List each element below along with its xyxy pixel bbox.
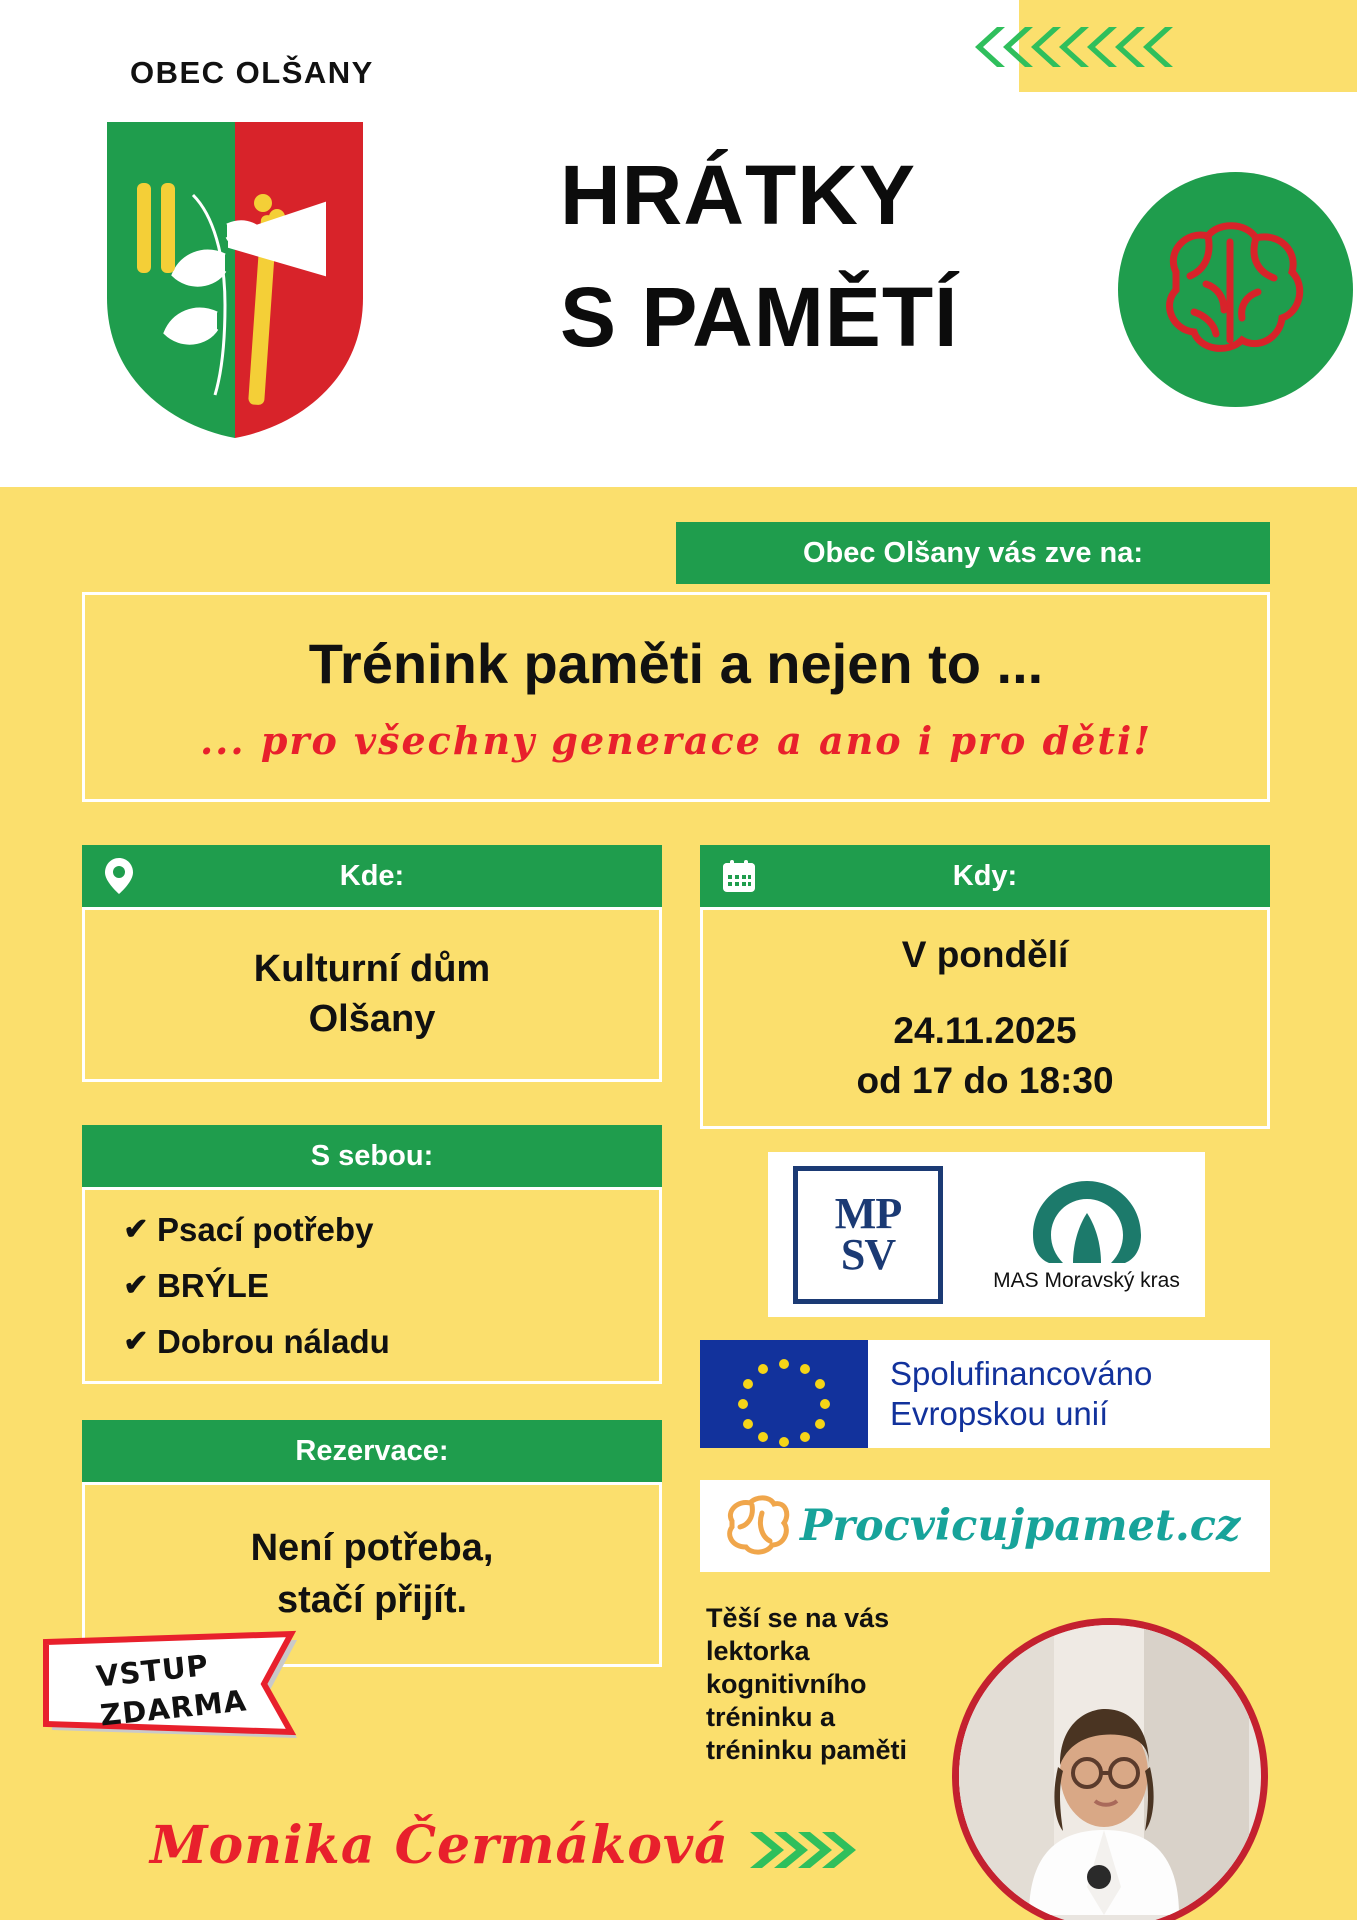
headline: Trénink paměti a nejen to ...: [308, 632, 1044, 695]
kdy-line-2: 24.11.2025: [893, 1010, 1077, 1052]
section-header-kdy: [700, 845, 1270, 907]
check-icon: ✔: [123, 1325, 149, 1358]
kde-line-1: Kulturní dům: [253, 948, 491, 991]
mpsv-logo: [768, 1152, 968, 1317]
rezervace-line-1: Není potřeba,: [250, 1527, 494, 1570]
location-pin-icon: [104, 857, 134, 895]
section-label-kdy: Kdy:: [952, 859, 1018, 892]
lecturer-photo: [952, 1618, 1268, 1920]
check-icon: ✔: [123, 1269, 149, 1302]
sebou-item-1: Psací potřeby: [157, 1210, 374, 1248]
section-label-kde: Kde:: [339, 859, 405, 892]
list-item: [115, 1267, 269, 1305]
section-header-rezervace: [82, 1420, 662, 1482]
brain-icon: [1146, 212, 1326, 372]
free-entry-text: [94, 1643, 249, 1736]
chevrons-top-icon: [975, 22, 1175, 77]
stamp-line-1: VSTUP: [94, 1648, 211, 1694]
list-item: [115, 1323, 390, 1361]
section-header-sebou: [82, 1125, 662, 1187]
brain-badge: [1118, 172, 1353, 407]
brain-orange-icon: [718, 1495, 790, 1557]
list-item: [115, 1211, 373, 1249]
coat-of-arms: [85, 105, 385, 455]
stamp-line-2: ZDARMA: [98, 1683, 249, 1733]
section-label-rezervace: Rezervace:: [295, 1434, 449, 1467]
rezervace-line-2: stačí přijít.: [276, 1578, 468, 1621]
section-body-kdy: [700, 907, 1270, 1129]
mas-logo: [968, 1152, 1205, 1317]
chevrons-bottom-icon: [750, 1828, 860, 1877]
logo-row-partners: [768, 1152, 1205, 1317]
section-body-kde: [82, 907, 662, 1082]
mas-mark-icon: [1027, 1177, 1147, 1265]
eu-line-2: Evropskou unií: [890, 1395, 1109, 1432]
title-line-2: S PAMĚTÍ: [560, 269, 959, 364]
kdy-line-3: od 17 do 18:30: [856, 1059, 1114, 1101]
kdy-line-1: V pondělí: [901, 934, 1069, 976]
headline-box: [82, 592, 1270, 802]
subheadline: ... pro všechny generace a ano i pro děti!: [199, 718, 1153, 763]
lecturer-note: Těší se na vás lektorka kognitivního tréninku a tréninku paměti: [706, 1603, 908, 1765]
eu-flag-icon: [700, 1340, 868, 1448]
lecturer-signature: Monika Čermáková: [150, 1815, 729, 1876]
mpsv-line-2: SV: [840, 1229, 896, 1279]
section-label-sebou: S sebou:: [310, 1139, 434, 1172]
sebou-item-3: Dobrou náladu: [157, 1322, 390, 1360]
eu-line-1: Spolufinancováno: [890, 1355, 1153, 1393]
section-body-sebou: [82, 1187, 662, 1384]
eu-funding-logo: [700, 1340, 1270, 1448]
kde-line-2: Olšany: [308, 997, 436, 1040]
procvicujpamet-logo: [700, 1480, 1270, 1572]
procvicujpamet-text: Procvicujpamet.cz: [800, 1501, 1241, 1551]
calendar-icon: [722, 859, 756, 893]
mpsv-line-1: MP: [834, 1189, 902, 1239]
check-icon: ✔: [123, 1213, 149, 1246]
invite-bar: Obec Olšany vás zve na:: [676, 522, 1270, 584]
title-line-1: HRÁTKY: [560, 148, 916, 242]
sebou-item-2: BRÝLE: [157, 1266, 269, 1304]
section-header-kde: [82, 845, 662, 907]
page-title: [560, 135, 1080, 379]
mas-label: MAS Moravský kras: [993, 1268, 1180, 1292]
eu-funding-text: [890, 1354, 1152, 1433]
municipality-name: OBEC OLŠANY: [130, 55, 374, 90]
